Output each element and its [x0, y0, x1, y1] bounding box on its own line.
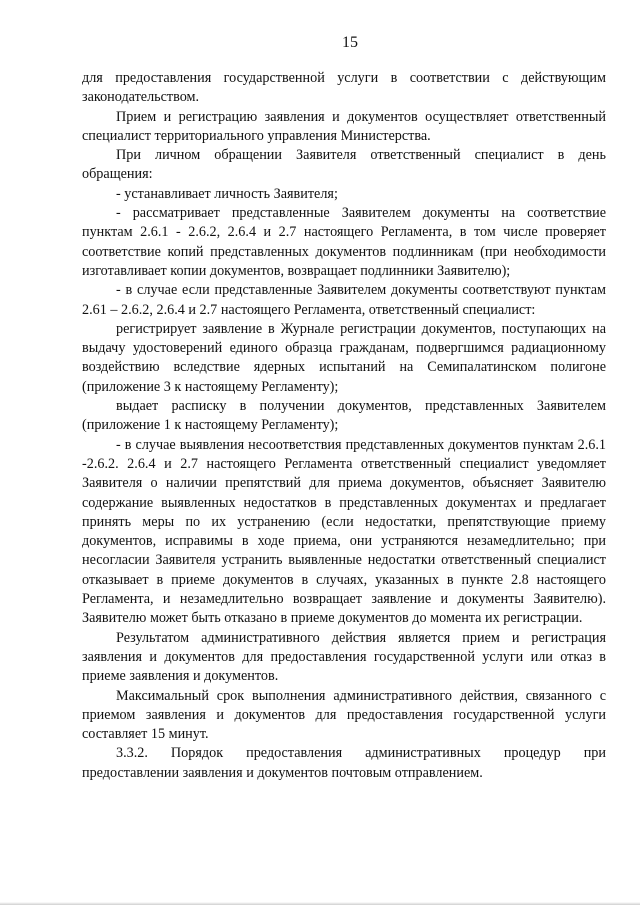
list-item-compliant: - в случае если представленные Заявителем документы соответствуют пунктам 2.61 – 2.6.2, 2.6.4 и 2.7 настоящего Регламента, ответственный специалист: [82, 282, 606, 318]
paragraph-reception: Прием и регистрацию заявления и документов осуществляет ответственный специалист территориального управления Министерства. [82, 108, 606, 144]
section-heading-3-3-2: 3.3.2. Порядок предоставления административных процедур при предоставлении заявления и документов почтовым отправлением. [82, 745, 606, 781]
paragraph-max-time: Максимальный срок выполнения административного действия, связанного с приемом заявления и документов для предоставления государственной услуги составляет 15 минут. [82, 687, 606, 743]
document-body [82, 69, 606, 783]
paragraph-register: регистрирует заявление в Журнале регистрации документов, поступающих на выдачу удостоверений единого образца гражданам, подвергшимся радиационному воздействию вследствие ядерных испытаний на Семипалатинском полигоне (приложение 3 к настоящему Регламенту); [82, 320, 606, 395]
list-item-identity: - устанавливает личность Заявителя; [116, 185, 338, 202]
paragraph-continuation: для предоставления государственной услуги в соответствии с действующим законодательством. [82, 70, 606, 106]
list-item-noncompliant: - в случае выявления несоответствия представленных документов пунктам 2.6.1 -2.6.2. 2.6.4 и 2.7 настоящего Регламента ответственный специалист уведомляет Заявителя о наличии препятствий для приема документов, объясняет Заявителю содержание выявленных недостатков в представленных документах и предлагает принять меры по их устранению (если недостатки, препятствующие приему документов, исправимы в ходе приема, они устраняются незамедлительно; при несогласии Заявителя устранить выявленные недостатки ответственный специалист отказывает в приеме документов в случаях, указанных в пункте 2.8 настоящего Регламента, и незамедлительно возвращает заявление и документы Заявителю). Заявителю может быть отказано в приеме документов до момента их регистрации. [82, 436, 606, 627]
paragraph-personal-visit: При личном обращении Заявителя ответственный специалист в день обращения: [82, 147, 606, 183]
paragraph-receipt: выдает расписку в получении документов, представленных Заявителем (приложение 1 к настоящему Регламенту); [82, 398, 606, 434]
page-number: 15 [342, 34, 358, 51]
paragraph-result: Результатом административного действия является прием и регистрация заявления и документов для предоставления государственной услуги или отказ в приеме заявления и документов. [82, 629, 606, 685]
list-item-review: - рассматривает представленные Заявителем документы на соответствие пунктам 2.6.1 - 2.6.2, 2.6.4 и 2.7 настоящего Регламента, в том числе проверяет соответствие копий представленных документов подлинникам (при необходимости изготавливает копии документов, возвращает подлинники Заявителю); [82, 205, 606, 279]
